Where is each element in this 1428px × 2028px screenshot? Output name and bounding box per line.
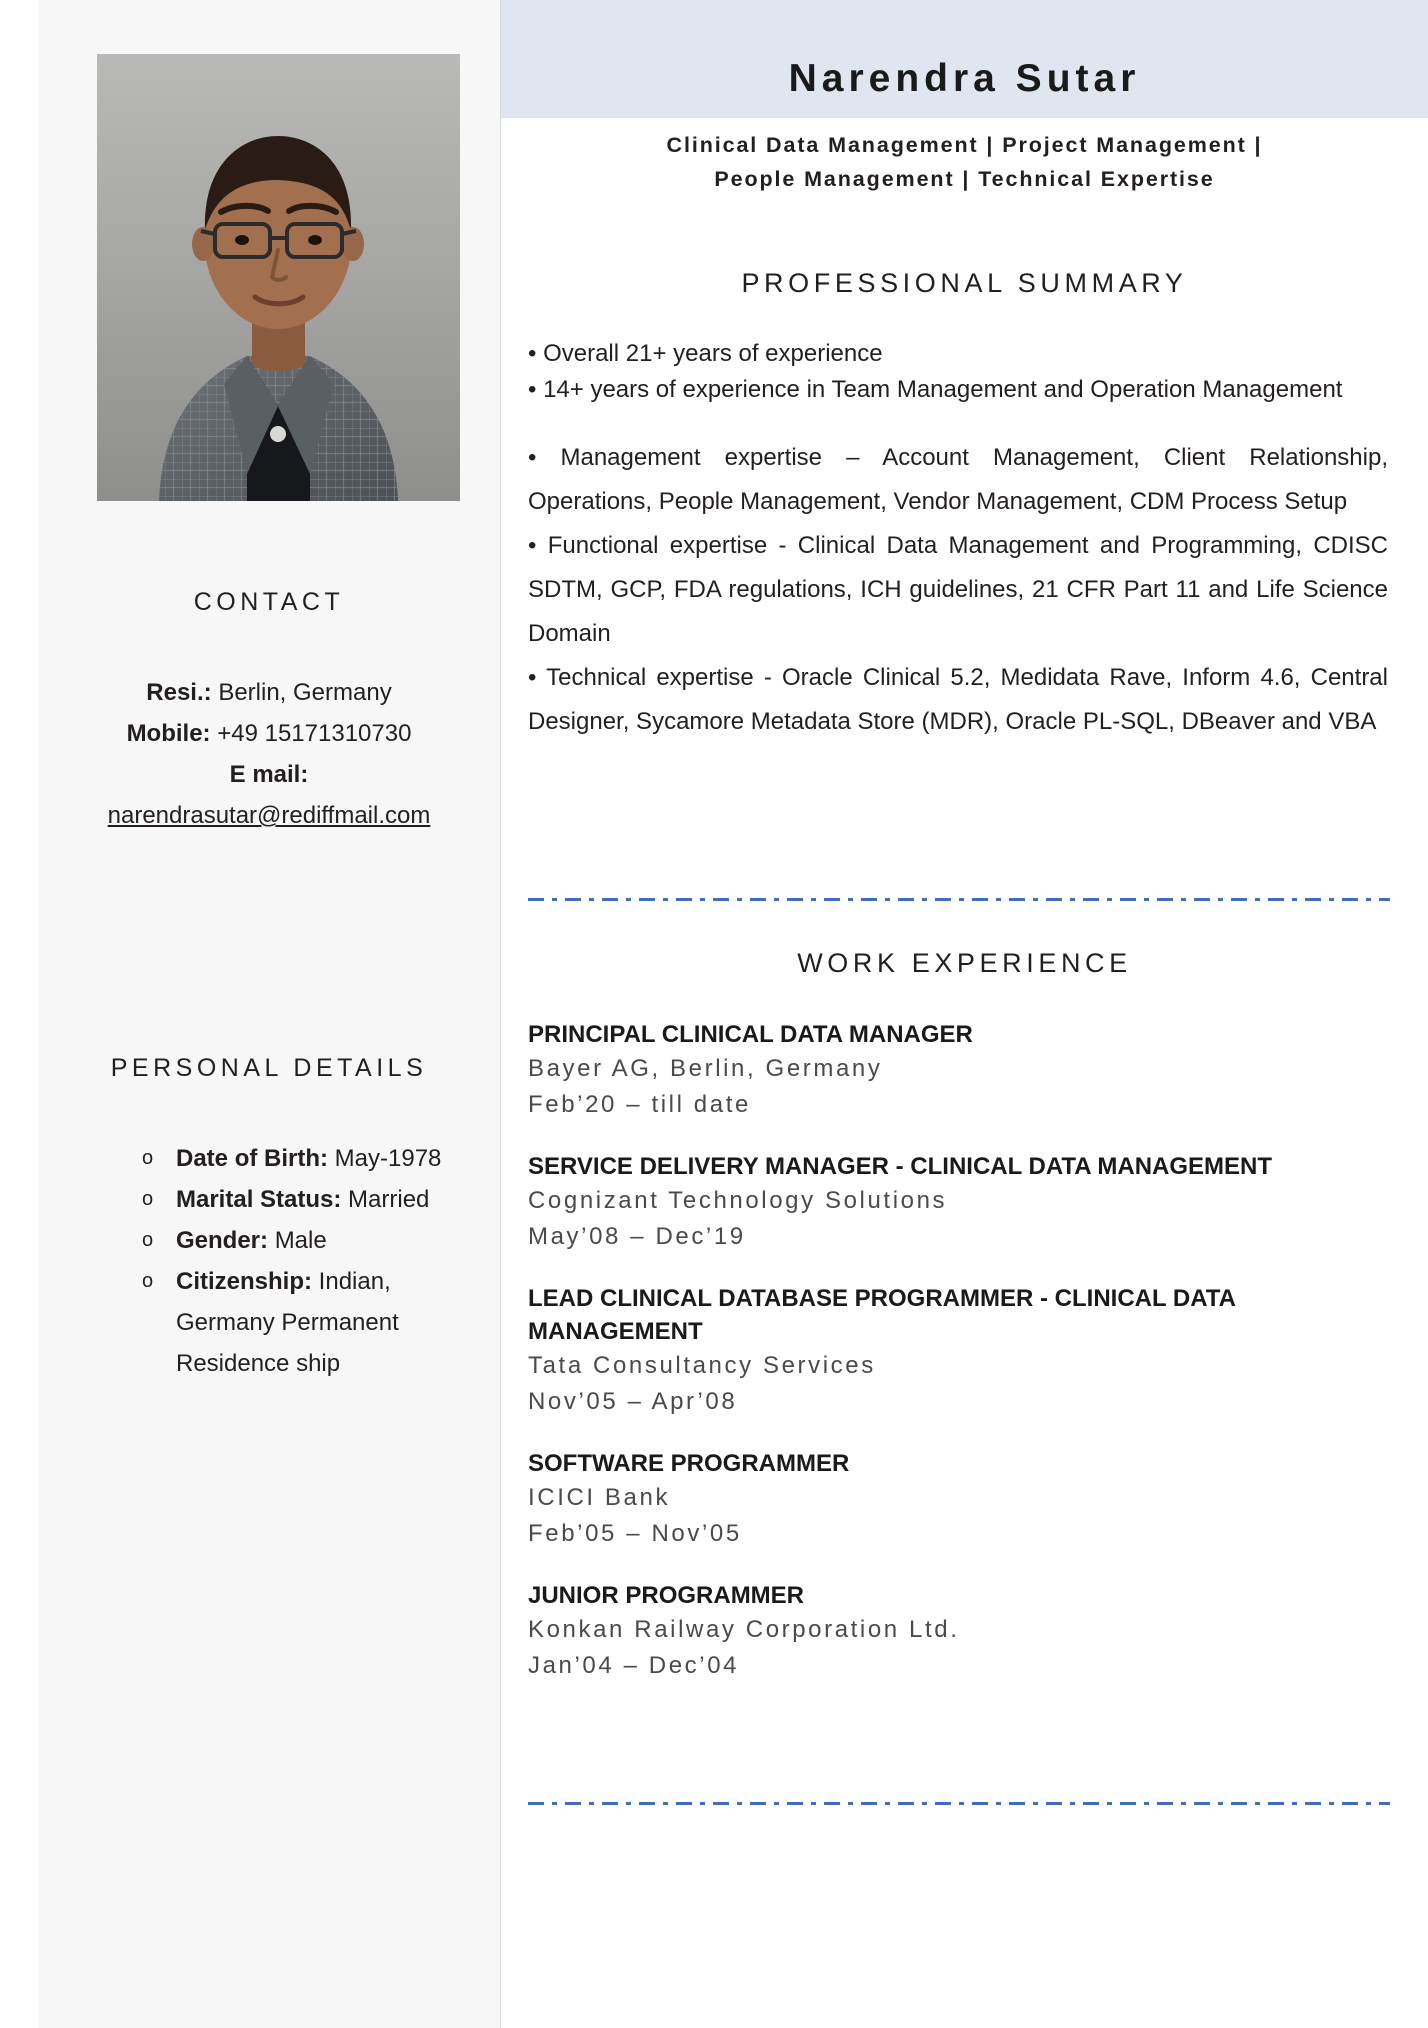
list-item — [528, 1282, 1390, 1420]
job-dates: Nov’05 – Apr’08 — [528, 1388, 738, 1415]
contact-block — [38, 672, 500, 836]
job-company: Konkan Railway Corporation Ltd. — [528, 1616, 960, 1643]
job-company: Cognizant Technology Solutions — [528, 1187, 948, 1214]
job-title: JUNIOR PROGRAMMER — [528, 1582, 805, 1609]
contact-resi — [38, 672, 500, 713]
list-item — [138, 1261, 468, 1384]
circle-bullet-icon: o — [142, 1229, 154, 1251]
left-margin-stripe — [0, 0, 38, 2028]
job-title: SERVICE DELIVERY MANAGER - CLINICAL DATA MANAGEMENT — [528, 1153, 1273, 1180]
summary-bullet: • Technical expertise - Oracle Clinical 5.2, Medidata Rave, Inform 4.6, Central Designer, Sycamore Metadata Store (MDR), Oracle PL-SQL, DBeaver and VBA — [528, 664, 1388, 735]
contact-resi-value: Berlin, Germany — [218, 679, 392, 706]
main-column — [501, 0, 1428, 2028]
list-item — [138, 1220, 468, 1261]
circle-bullet-icon: o — [142, 1188, 154, 1210]
personal-label: Date of Birth: — [176, 1145, 328, 1172]
contact-mobile-value: +49 15171310730 — [217, 720, 412, 747]
summary-group-2 — [528, 436, 1388, 744]
list-item — [528, 1150, 1390, 1255]
personal-details-list — [138, 1138, 468, 1384]
headline-line2: People Management | Technical Expertise — [714, 167, 1215, 191]
job-dates: Feb’20 – till date — [528, 1091, 751, 1118]
section-divider — [528, 898, 1390, 901]
list-item — [138, 1138, 468, 1179]
summary-bullet: • Functional expertise - Clinical Data Management and Programming, CDISC SDTM, GCP, FDA regulations, ICH guidelines, 21 CFR Part 11 and Life Science Domain — [528, 532, 1388, 647]
personal-value: May-1978 — [334, 1145, 442, 1172]
list-item — [528, 1018, 1390, 1123]
summary-bullet: • Overall 21+ years of experience — [528, 340, 883, 367]
personal-value: Married — [348, 1186, 430, 1213]
list-item — [528, 1447, 1390, 1552]
contact-email-label: E mail: — [229, 761, 309, 788]
contact-heading: CONTACT — [193, 588, 345, 616]
headline-line1: Clinical Data Management | Project Management | — [666, 133, 1263, 157]
contact-email-row — [38, 795, 500, 836]
contact-resi-label: Resi.: — [146, 679, 212, 706]
personal-label: Citizenship: — [176, 1268, 312, 1295]
job-title: SOFTWARE PROGRAMMER — [528, 1450, 850, 1477]
personal-value-line3: Residence ship — [176, 1350, 341, 1377]
summary-bullet: • Management expertise – Account Management, Client Relationship, Operations, People Management, Vendor Management, CDM Process Setup — [528, 444, 1388, 515]
avatar — [97, 54, 460, 501]
page-title: Narendra Sutar — [788, 57, 1141, 100]
section-divider — [528, 1802, 1390, 1805]
job-company: ICICI Bank — [528, 1484, 671, 1511]
job-dates: May’08 – Dec’19 — [528, 1223, 746, 1250]
work-experience-list — [528, 1018, 1390, 1711]
personal-value-line2: Germany Permanent — [176, 1309, 399, 1336]
summary-bullet: • 14+ years of experience in Team Management and Operation Management — [528, 376, 1343, 403]
list-item — [528, 1579, 1390, 1684]
email-link[interactable]: narendrasutar@rediffmail.com — [107, 802, 431, 829]
job-dates: Feb’05 – Nov’05 — [528, 1520, 742, 1547]
job-company: Tata Consultancy Services — [528, 1352, 876, 1379]
job-title: LEAD CLINICAL DATABASE PROGRAMMER - CLINICAL DATA MANAGEMENT — [528, 1285, 1236, 1345]
contact-mobile — [38, 713, 500, 754]
contact-mobile-label: Mobile: — [126, 720, 211, 747]
summary-group-1 — [528, 336, 1388, 408]
section-title-summary: PROFESSIONAL SUMMARY — [741, 268, 1188, 298]
circle-bullet-icon: o — [142, 1147, 154, 1169]
job-title: PRINCIPAL CLINICAL DATA MANAGER — [528, 1021, 973, 1048]
spacer — [528, 408, 1388, 436]
job-dates: Jan’04 – Dec’04 — [528, 1652, 740, 1679]
personal-label: Marital Status: — [176, 1186, 342, 1213]
sidebar — [38, 0, 501, 2028]
job-company: Bayer AG, Berlin, Germany — [528, 1055, 883, 1082]
personal-value: Male — [274, 1227, 327, 1254]
list-item — [138, 1179, 468, 1220]
professional-summary — [528, 336, 1388, 744]
section-title-work: WORK EXPERIENCE — [797, 948, 1132, 978]
circle-bullet-icon: o — [142, 1270, 154, 1292]
headline — [541, 128, 1388, 196]
personal-value: Indian, — [318, 1268, 391, 1295]
personal-label: Gender: — [176, 1227, 269, 1254]
portrait-photo-icon — [97, 54, 460, 501]
personal-details-heading: PERSONAL DETAILS — [110, 1054, 428, 1082]
